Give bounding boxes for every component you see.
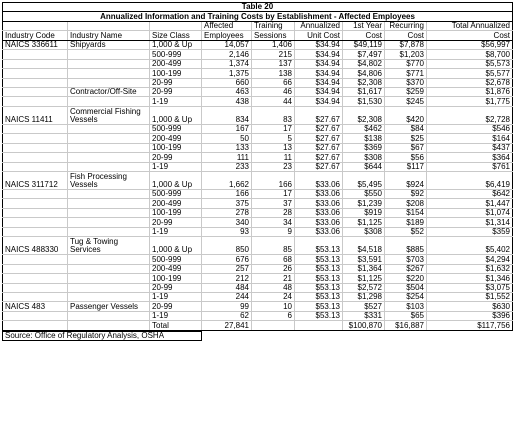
cell-total-cost: $1,632	[427, 264, 513, 273]
table-row	[3, 124, 513, 133]
table-row	[3, 78, 513, 87]
cell-unit-cost: $27.67	[295, 143, 343, 152]
cell-industry-code	[3, 153, 68, 162]
source-note: Source: Office of Regulatory Analysis, OSHA	[3, 331, 202, 340]
cell-sessions: 34	[252, 218, 295, 227]
cell-recurring-cost: $267	[385, 264, 427, 273]
cell-recurring-cost: $84	[385, 124, 427, 133]
header-size-class: Size Class	[150, 31, 202, 40]
cell-industry-name	[68, 292, 150, 301]
cell-employees: 99	[202, 302, 252, 311]
cell-size-class: 500-999	[150, 255, 202, 264]
cell-total-cost: $1,314	[427, 218, 513, 227]
table-row	[3, 292, 513, 301]
cell-total-cost: $5,573	[427, 59, 513, 68]
cell-size-class: 1,000 & Up	[150, 172, 202, 190]
cell-industry-name	[68, 69, 150, 78]
cell-size-class: 500-999	[150, 124, 202, 133]
cell-first-year-cost: $49,119	[343, 40, 385, 49]
cell-total-cost: $1,346	[427, 274, 513, 283]
cell-sessions: 85	[252, 237, 295, 255]
cell-sessions: 10	[252, 302, 295, 311]
cell-total-cost: $4,294	[427, 255, 513, 264]
cell-industry-name: Fish Processing Vessels	[68, 172, 150, 190]
header-first-year-bottom: Cost	[343, 31, 385, 40]
cell-unit-cost: $53.13	[295, 274, 343, 283]
cell-first-year-cost: $462	[343, 124, 385, 133]
table-row	[3, 143, 513, 152]
table-row	[3, 162, 513, 171]
cell-size-class: 1-19	[150, 97, 202, 106]
table-row	[3, 227, 513, 236]
cell-industry-code	[3, 292, 68, 301]
cell-employees: 834	[202, 106, 252, 124]
header-industry-code: Industry Code	[3, 31, 68, 40]
cell-employees: 167	[202, 124, 252, 133]
table-row	[3, 218, 513, 227]
cell-employees: 257	[202, 264, 252, 273]
cell-sessions: 83	[252, 106, 295, 124]
header-recurring-bottom: Cost	[385, 31, 427, 40]
table-row	[3, 59, 513, 68]
table-title: Annualized Information and Training Costs by Establishment - Affected Employees	[3, 12, 513, 21]
cell-industry-name	[68, 208, 150, 217]
cell-unit-cost: $27.67	[295, 134, 343, 143]
cell-unit-cost: $34.94	[295, 50, 343, 59]
cell-size-class: 20-99	[150, 87, 202, 96]
cell-first-year-cost: $1,364	[343, 264, 385, 273]
cell-recurring-cost: $65	[385, 311, 427, 320]
cell-employees: 850	[202, 237, 252, 255]
cell-industry-code	[3, 264, 68, 273]
cell-size-class: 20-99	[150, 218, 202, 227]
cell-first-year-cost: $3,591	[343, 255, 385, 264]
cell-size-class: 20-99	[150, 283, 202, 292]
cell-unit-cost: $27.67	[295, 106, 343, 124]
cell-industry-code	[3, 311, 68, 320]
cell-sessions: 17	[252, 124, 295, 133]
cell-total-cost: $56,997	[427, 40, 513, 49]
cell-industry-code: NAICS 488330	[3, 237, 68, 255]
cell-industry-name	[68, 227, 150, 236]
cell-first-year-cost: $308	[343, 153, 385, 162]
header-first-year-top: 1st Year	[343, 21, 385, 30]
cell-total-cost: $1,876	[427, 87, 513, 96]
cell-unit-cost: $53.13	[295, 283, 343, 292]
cell-industry-code	[3, 227, 68, 236]
header-employees-bottom: Employees	[202, 31, 252, 40]
cell-size-class: 20-99	[150, 78, 202, 87]
cell-size-class: 1-19	[150, 311, 202, 320]
cell-industry-name	[68, 143, 150, 152]
cell-sessions: 215	[252, 50, 295, 59]
cell-sessions: 6	[252, 311, 295, 320]
cell-industry-code	[3, 199, 68, 208]
cell-sessions: 24	[252, 292, 295, 301]
cell-employees: 278	[202, 208, 252, 217]
cell-employees: 463	[202, 87, 252, 96]
cell-first-year-cost: $7,497	[343, 50, 385, 59]
cell-first-year-cost: $2,308	[343, 106, 385, 124]
cell-industry-name	[68, 218, 150, 227]
cell-size-class: 1,000 & Up	[150, 106, 202, 124]
table-row	[3, 208, 513, 217]
table-row	[3, 134, 513, 143]
cell-employees: 1,374	[202, 59, 252, 68]
table-row	[3, 199, 513, 208]
cell-size-class: 100-199	[150, 143, 202, 152]
cell-industry-code: NAICS 336611	[3, 40, 68, 49]
cell-industry-name	[68, 50, 150, 59]
cell-unit-cost: $53.13	[295, 292, 343, 301]
cell-recurring-cost: $1,203	[385, 50, 427, 59]
cell-recurring-cost: $504	[385, 283, 427, 292]
cell-industry-code	[3, 190, 68, 199]
cell-employees: 111	[202, 153, 252, 162]
cell-industry-name: Commercial Fishing Vessels	[68, 106, 150, 124]
cell-industry-name: Contractor/Off-Site	[68, 87, 150, 96]
table-row	[3, 40, 513, 49]
cell-size-class: 1-19	[150, 292, 202, 301]
cell-unit-cost: $53.13	[295, 264, 343, 273]
cell-size-class: 200-499	[150, 199, 202, 208]
cell-size-class: 1-19	[150, 227, 202, 236]
cell-employees: 438	[202, 97, 252, 106]
cell-unit-cost: $53.13	[295, 255, 343, 264]
cell-unit-cost: $27.67	[295, 153, 343, 162]
cell-total-cost: $761	[427, 162, 513, 171]
cell-industry-name	[68, 97, 150, 106]
cell-total-cost: $642	[427, 190, 513, 199]
cell-industry-name	[68, 124, 150, 133]
cell-recurring-cost: $771	[385, 69, 427, 78]
cell-first-year-cost: $1,298	[343, 292, 385, 301]
table-row	[3, 69, 513, 78]
cell-size-class: 200-499	[150, 264, 202, 273]
cell-sessions: 11	[252, 153, 295, 162]
cell-total-cost: $437	[427, 143, 513, 152]
cell-industry-code	[3, 78, 68, 87]
table-row	[3, 237, 513, 255]
cell-employees: 244	[202, 292, 252, 301]
cell-recurring-cost: $52	[385, 227, 427, 236]
cell-recurring-cost: $703	[385, 255, 427, 264]
cell-first-year-cost: $331	[343, 311, 385, 320]
cell-industry-name	[68, 78, 150, 87]
cell-unit-cost: $33.06	[295, 199, 343, 208]
cell-recurring-cost: $420	[385, 106, 427, 124]
cell-unit-cost: $34.94	[295, 97, 343, 106]
cell-size-class: 500-999	[150, 190, 202, 199]
cell-recurring-cost: $154	[385, 208, 427, 217]
cell-total-cost: $546	[427, 124, 513, 133]
cell-unit-cost: $34.94	[295, 59, 343, 68]
cell-recurring-cost: $208	[385, 199, 427, 208]
cell-industry-name: Shipyards	[68, 40, 150, 49]
cell-employees: 484	[202, 283, 252, 292]
total-employees: 27,841	[202, 321, 252, 330]
cell-recurring-cost: $92	[385, 190, 427, 199]
cell-employees: 14,057	[202, 40, 252, 49]
cell-sessions: 46	[252, 87, 295, 96]
cell-recurring-cost: $25	[385, 134, 427, 143]
cell-unit-cost: $33.06	[295, 172, 343, 190]
cell-sessions: 23	[252, 162, 295, 171]
cell-unit-cost: $33.06	[295, 218, 343, 227]
cell-sessions: 138	[252, 69, 295, 78]
cell-sessions: 17	[252, 190, 295, 199]
total-label: Total	[150, 321, 202, 330]
cell-recurring-cost: $56	[385, 153, 427, 162]
cell-industry-name	[68, 134, 150, 143]
cell-recurring-cost: $885	[385, 237, 427, 255]
cell-sessions: 44	[252, 97, 295, 106]
cell-industry-code: NAICS 311712	[3, 172, 68, 190]
total-first-year-cost: $100,870	[343, 321, 385, 330]
cell-industry-code	[3, 218, 68, 227]
cell-employees: 660	[202, 78, 252, 87]
cell-industry-name	[68, 153, 150, 162]
cell-recurring-cost: $67	[385, 143, 427, 152]
cell-total-cost: $2,728	[427, 106, 513, 124]
cell-industry-code	[3, 162, 68, 171]
cell-first-year-cost: $1,530	[343, 97, 385, 106]
cell-size-class: 1,000 & Up	[150, 40, 202, 49]
cell-first-year-cost: $4,802	[343, 59, 385, 68]
cell-industry-name	[68, 311, 150, 320]
cell-recurring-cost: $770	[385, 59, 427, 68]
cell-size-class: 20-99	[150, 302, 202, 311]
cell-total-cost: $396	[427, 311, 513, 320]
cell-first-year-cost: $1,617	[343, 87, 385, 96]
header-recurring-top: Recurring	[385, 21, 427, 30]
cell-total-cost: $3,075	[427, 283, 513, 292]
cell-industry-name	[68, 190, 150, 199]
cell-employees: 340	[202, 218, 252, 227]
cell-employees: 233	[202, 162, 252, 171]
header-training-top: Training	[252, 21, 295, 30]
cell-first-year-cost: $2,308	[343, 78, 385, 87]
cell-first-year-cost: $308	[343, 227, 385, 236]
cell-first-year-cost: $1,125	[343, 218, 385, 227]
table-number: Table 20	[3, 3, 513, 12]
cell-first-year-cost: $1,125	[343, 274, 385, 283]
table-row	[3, 172, 513, 190]
cell-sessions: 13	[252, 143, 295, 152]
cell-first-year-cost: $138	[343, 134, 385, 143]
cell-unit-cost: $33.06	[295, 227, 343, 236]
cell-first-year-cost: $4,806	[343, 69, 385, 78]
cell-total-cost: $359	[427, 227, 513, 236]
cell-recurring-cost: $7,878	[385, 40, 427, 49]
cell-size-class: 200-499	[150, 134, 202, 143]
cell-employees: 62	[202, 311, 252, 320]
cell-sessions: 166	[252, 172, 295, 190]
header-employees-top: Affected	[202, 21, 252, 30]
cell-size-class: 20-99	[150, 153, 202, 162]
table-row	[3, 255, 513, 264]
table-container	[2, 2, 512, 341]
cell-industry-name	[68, 59, 150, 68]
cell-first-year-cost: $919	[343, 208, 385, 217]
total-recurring-cost: $16,887	[385, 321, 427, 330]
header-total-top: Total Annualized	[427, 21, 513, 30]
cell-first-year-cost: $1,239	[343, 199, 385, 208]
table-row	[3, 97, 513, 106]
cell-industry-code	[3, 124, 68, 133]
cell-sessions: 37	[252, 199, 295, 208]
cell-industry-name	[68, 264, 150, 273]
cell-employees: 166	[202, 190, 252, 199]
header-training-bottom: Sessions	[252, 31, 295, 40]
table-row	[3, 264, 513, 273]
header-industry-name: Industry Name	[68, 31, 150, 40]
cell-total-cost: $2,678	[427, 78, 513, 87]
cell-recurring-cost: $370	[385, 78, 427, 87]
cell-industry-code	[3, 87, 68, 96]
cell-unit-cost: $53.13	[295, 311, 343, 320]
cell-total-cost: $630	[427, 302, 513, 311]
cell-first-year-cost: $527	[343, 302, 385, 311]
cell-unit-cost: $53.13	[295, 302, 343, 311]
cell-sessions: 28	[252, 208, 295, 217]
cell-total-cost: $6,419	[427, 172, 513, 190]
cell-first-year-cost: $2,572	[343, 283, 385, 292]
cell-industry-name: Tug & Towing Services	[68, 237, 150, 255]
cell-recurring-cost: $259	[385, 87, 427, 96]
cell-recurring-cost: $220	[385, 274, 427, 283]
cell-unit-cost: $27.67	[295, 124, 343, 133]
cell-total-cost: $5,577	[427, 69, 513, 78]
table-row	[3, 87, 513, 96]
table-row	[3, 311, 513, 320]
cell-unit-cost: $33.06	[295, 208, 343, 217]
cell-industry-code	[3, 50, 68, 59]
cell-recurring-cost: $924	[385, 172, 427, 190]
cell-employees: 1,662	[202, 172, 252, 190]
source-table	[2, 331, 202, 341]
cell-employees: 1,375	[202, 69, 252, 78]
cell-sessions: 21	[252, 274, 295, 283]
cell-size-class: 1-19	[150, 162, 202, 171]
cell-size-class: 100-199	[150, 274, 202, 283]
cell-industry-name	[68, 199, 150, 208]
cell-industry-code: NAICS 483	[3, 302, 68, 311]
cell-industry-name: Passenger Vessels	[68, 302, 150, 311]
cell-industry-code	[3, 59, 68, 68]
cell-sessions: 5	[252, 134, 295, 143]
cell-employees: 375	[202, 199, 252, 208]
cell-sessions: 137	[252, 59, 295, 68]
cell-employees: 2,146	[202, 50, 252, 59]
header-unit-cost-top: Annualized	[295, 21, 343, 30]
cell-industry-code	[3, 283, 68, 292]
cell-industry-code	[3, 134, 68, 143]
cell-recurring-cost: $245	[385, 97, 427, 106]
cell-unit-cost: $34.94	[295, 69, 343, 78]
cell-size-class: 100-199	[150, 69, 202, 78]
cell-employees: 133	[202, 143, 252, 152]
cell-industry-code	[3, 97, 68, 106]
cell-first-year-cost: $550	[343, 190, 385, 199]
cell-sessions: 48	[252, 283, 295, 292]
cell-unit-cost: $27.67	[295, 162, 343, 171]
cell-sessions: 26	[252, 264, 295, 273]
table-row	[3, 106, 513, 124]
table-row	[3, 274, 513, 283]
cell-unit-cost: $33.06	[295, 190, 343, 199]
cell-size-class: 100-199	[150, 208, 202, 217]
header-total-bottom: Cost	[427, 31, 513, 40]
cell-employees: 676	[202, 255, 252, 264]
cell-employees: 50	[202, 134, 252, 143]
cell-total-cost: $164	[427, 134, 513, 143]
cell-industry-code	[3, 208, 68, 217]
cell-industry-code	[3, 69, 68, 78]
table-row	[3, 190, 513, 199]
cell-total-cost: $364	[427, 153, 513, 162]
table-row	[3, 283, 513, 292]
total-row	[3, 321, 513, 330]
cell-first-year-cost: $644	[343, 162, 385, 171]
cell-total-cost: $1,074	[427, 208, 513, 217]
cell-industry-code	[3, 143, 68, 152]
cost-table	[2, 2, 513, 331]
cell-first-year-cost: $4,518	[343, 237, 385, 255]
header-unit-cost-bottom: Unit Cost	[295, 31, 343, 40]
cell-employees: 93	[202, 227, 252, 236]
cell-sessions: 68	[252, 255, 295, 264]
cell-sessions: 1,406	[252, 40, 295, 49]
table-row	[3, 153, 513, 162]
cell-unit-cost: $34.94	[295, 87, 343, 96]
cell-industry-code	[3, 255, 68, 264]
cell-industry-code: NAICS 11411	[3, 106, 68, 124]
cell-size-class: 1,000 & Up	[150, 237, 202, 255]
table-row	[3, 50, 513, 59]
cell-sessions: 9	[252, 227, 295, 236]
cell-total-cost: $1,552	[427, 292, 513, 301]
cell-total-cost: $1,447	[427, 199, 513, 208]
cell-size-class: 500-999	[150, 50, 202, 59]
cell-industry-name	[68, 283, 150, 292]
cell-unit-cost: $34.94	[295, 40, 343, 49]
cell-total-cost: $8,700	[427, 50, 513, 59]
cell-unit-cost: $34.94	[295, 78, 343, 87]
cell-first-year-cost: $5,495	[343, 172, 385, 190]
cell-unit-cost: $53.13	[295, 237, 343, 255]
cell-total-cost: $1,775	[427, 97, 513, 106]
cell-recurring-cost: $189	[385, 218, 427, 227]
cell-first-year-cost: $369	[343, 143, 385, 152]
cell-industry-name	[68, 274, 150, 283]
cell-size-class: 200-499	[150, 59, 202, 68]
cell-recurring-cost: $103	[385, 302, 427, 311]
cell-recurring-cost: $117	[385, 162, 427, 171]
cell-total-cost: $5,402	[427, 237, 513, 255]
cell-employees: 212	[202, 274, 252, 283]
cell-industry-code	[3, 274, 68, 283]
cell-recurring-cost: $254	[385, 292, 427, 301]
cell-industry-name	[68, 162, 150, 171]
table-row	[3, 302, 513, 311]
cell-sessions: 66	[252, 78, 295, 87]
total-annualized-cost: $117,756	[427, 321, 513, 330]
cell-industry-name	[68, 255, 150, 264]
